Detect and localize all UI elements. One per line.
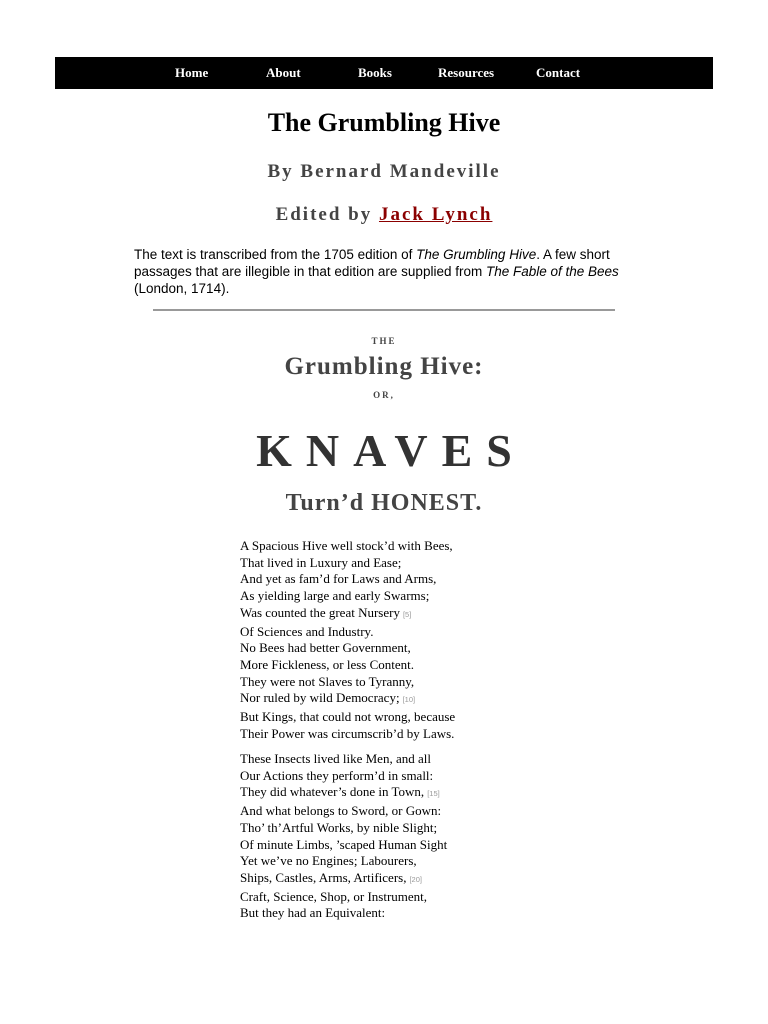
titlepage-or: OR,: [373, 390, 395, 400]
poem-line: [240, 571, 560, 588]
poem-line: [240, 674, 560, 691]
poem-line: [240, 605, 560, 624]
poem-line-text: And yet as fam’d for Laws and Arms,: [240, 571, 437, 587]
poem-line-text: A Spacious Hive well stock’d with Bees,: [240, 538, 453, 553]
poem-line: [240, 690, 560, 709]
poem-line-text: And what belongs to Sword, or Gown:: [240, 803, 442, 819]
titlepage-honest: Turn’d HONEST.: [285, 490, 483, 516]
poem-stanza-2: [240, 751, 560, 922]
poem-line: [240, 784, 560, 803]
line-number: [10]: [402, 695, 416, 705]
nav-about-link[interactable]: About: [266, 65, 301, 80]
edited-by-label: Edited by: [275, 204, 379, 225]
line-number: [20]: [409, 874, 422, 884]
poem-stanza-1: [240, 538, 560, 742]
poem-line: [240, 657, 560, 674]
intro-paragraph: [134, 246, 634, 297]
poem-line-text: Was counted the great Nursery: [240, 604, 400, 620]
poem-line: [240, 588, 560, 605]
titlepage-the: THE: [371, 336, 397, 346]
poem-line-text: Tho’ th’Artful Works, by nible Slight;: [240, 819, 438, 835]
intro-text-2: . A few short passages that are illegible in that edition are supplied from: [134, 247, 610, 279]
poem-line-text: Of minute Limbs, ’scaped Human Sight: [240, 836, 448, 852]
line-number: [5]: [402, 609, 412, 619]
poem-line: [240, 538, 560, 555]
poem-line: [240, 555, 560, 572]
poem-line-text: Their Power was circumscrib’d by Laws.: [240, 725, 455, 741]
poem-line: [240, 905, 560, 922]
intro-title-fable-of-bees: The Fable of the Bees: [485, 264, 619, 279]
poem-line: [240, 870, 560, 889]
poem-line: [240, 853, 560, 870]
poem-line-text: These Insects lived like Men, and all: [240, 751, 431, 766]
poem-line: [240, 640, 560, 657]
poem-line-text: But they had an Equivalent:: [240, 905, 386, 921]
poem-line: [240, 709, 560, 726]
horizontal-divider: [153, 309, 615, 311]
poem-line-text: Ships, Castles, Arms, Artificers,: [240, 869, 407, 885]
poem-line: [240, 820, 560, 837]
nav-resources-link[interactable]: Resources: [438, 65, 495, 80]
line-number: [15]: [427, 789, 440, 799]
poem-line-text: Craft, Science, Shop, or Instrument,: [240, 888, 428, 904]
poem-line: [240, 768, 560, 785]
titlepage-knaves: KNAVES: [256, 425, 526, 476]
poem-line-text: But Kings, that could not wrong, because: [240, 709, 456, 725]
intro-text-3: (London, 1714).: [134, 281, 230, 296]
nav-contact-link[interactable]: Contact: [536, 65, 581, 80]
poem-line-text: They did whatever’s done in Town,: [240, 784, 425, 800]
poem-line-text: That lived in Luxury and Ease;: [240, 554, 402, 570]
poem-line: [240, 837, 560, 854]
poem-line: [240, 889, 560, 906]
poem-line-text: As yielding large and early Swarms;: [240, 588, 430, 604]
poem-line: [240, 751, 560, 768]
editor-line: [0, 204, 768, 226]
top-nav-bar: [55, 57, 713, 89]
poem-line-text: Yet we’ve no Engines; Labourers,: [240, 853, 417, 869]
page-title: The Grumbling Hive: [267, 108, 501, 137]
nav-home-link[interactable]: Home: [175, 65, 209, 80]
poem-line: [240, 726, 560, 743]
poem-line-text: Of Sciences and Industry.: [240, 623, 374, 639]
author-byline: By Bernard Mandeville: [267, 161, 501, 182]
titlepage-subtitle: Grumbling Hive:: [284, 353, 484, 380]
intro-title-grumbling-hive: The Grumbling Hive: [416, 247, 537, 262]
poem-line-text: They were not Slaves to Tyranny,: [240, 673, 415, 689]
intro-text-1: The text is transcribed from the 1705 edition of: [134, 247, 417, 262]
editor-link[interactable]: Jack Lynch: [378, 204, 493, 225]
nav-books-link[interactable]: Books: [358, 65, 392, 80]
poem-line: [240, 803, 560, 820]
poem-line-text: Our Actions they perform’d in small:: [240, 767, 434, 783]
poem-line-text: More Fickleness, or less Content.: [240, 656, 415, 672]
poem-line-text: No Bees had better Government,: [240, 640, 411, 656]
poem-line: [240, 624, 560, 641]
poem-line-text: Nor ruled by wild Democracy;: [240, 690, 400, 706]
